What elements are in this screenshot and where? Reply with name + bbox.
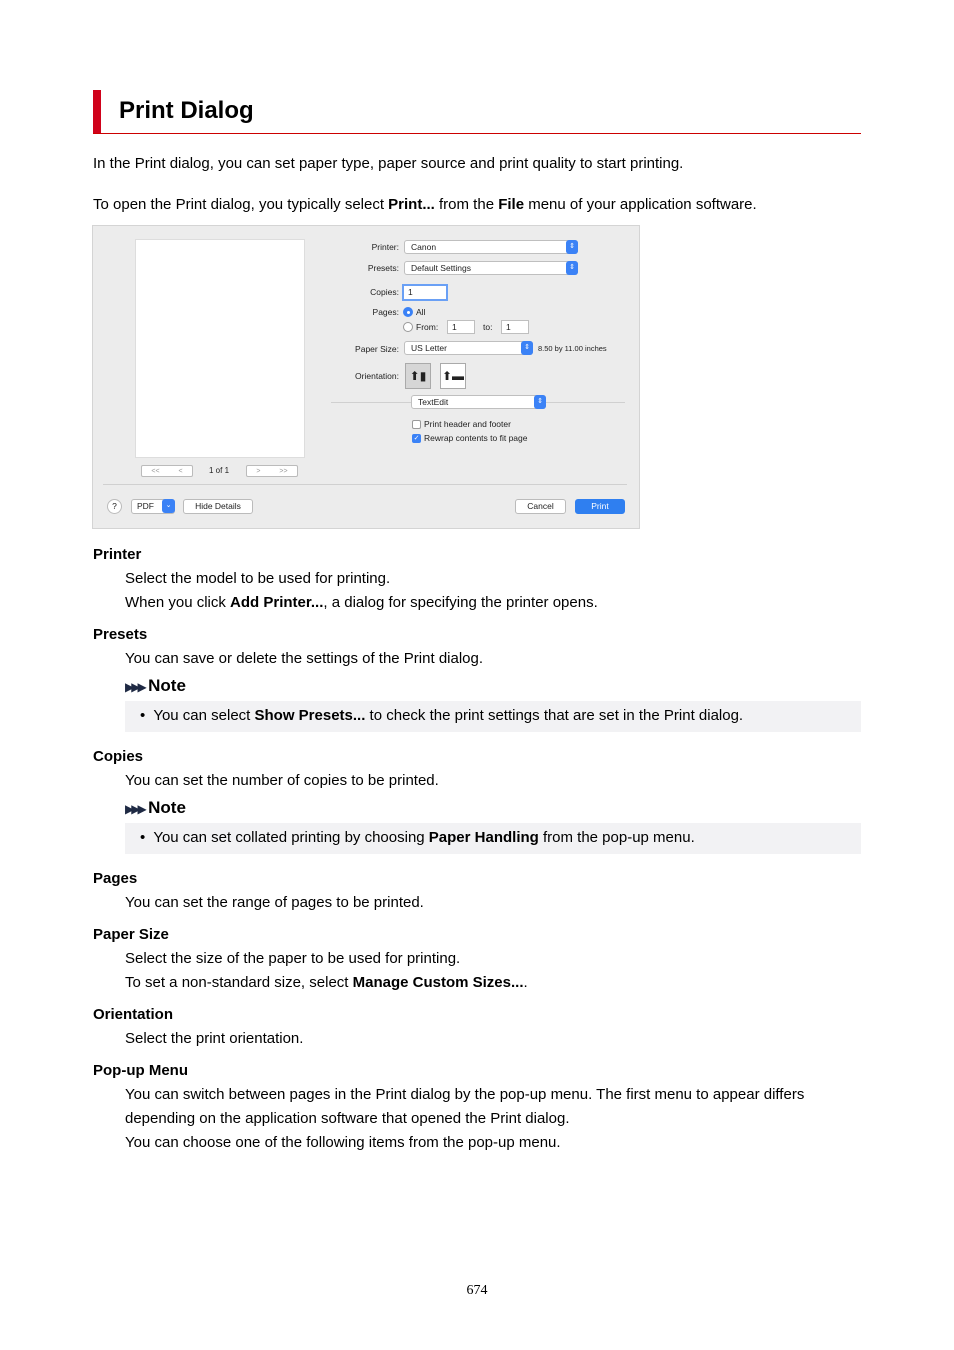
note-header: ▶▶▶ Note xyxy=(125,798,186,817)
pages-from-radio[interactable] xyxy=(403,322,413,332)
title-rule xyxy=(93,133,861,134)
landscape-icon: ⬆▬ xyxy=(441,369,465,383)
rewrap-checkbox[interactable]: ✓ xyxy=(413,435,420,442)
intro-paragraph-2: To open the Print dialog, you typically select Print... from the File menu of your application software. xyxy=(93,196,757,213)
presets-label: Presets: xyxy=(367,263,399,273)
pages-from-label: From: xyxy=(416,322,439,332)
copies-desc: You can set the number of copies to be printed. xyxy=(125,772,439,789)
preview-forward-buttons[interactable]: > >> xyxy=(246,465,298,477)
paper-dimensions: 8.50 by 11.00 inches xyxy=(538,344,607,353)
pages-to-input[interactable]: 1 xyxy=(501,320,529,334)
page-counter: 1 of 1 xyxy=(209,466,230,475)
paper-size-select[interactable]: US Letter ⇕ xyxy=(404,341,533,355)
page-number: 674 xyxy=(466,1283,488,1298)
note-header: ▶▶▶ Note xyxy=(125,676,186,695)
page-preview xyxy=(135,239,305,458)
cancel-button[interactable]: Cancel xyxy=(515,499,566,514)
printer-heading: Printer xyxy=(93,546,142,563)
copies-label: Copies: xyxy=(370,287,399,297)
chevron-updown-icon: ⇕ xyxy=(521,341,533,355)
copies-note-text: • You can set collated printing by choosing Paper Handling from the pop-up menu. xyxy=(140,829,695,846)
printer-select[interactable]: Canon ⇕ xyxy=(404,240,578,254)
print-dialog-screenshot xyxy=(92,225,640,529)
presets-desc: You can save or delete the settings of the Print dialog. xyxy=(125,650,484,667)
popup-menu-desc-2: depending on the application software that opened the Print dialog. xyxy=(125,1110,570,1127)
portrait-orientation-button[interactable] xyxy=(405,363,431,389)
copies-input[interactable]: 1 xyxy=(402,284,448,301)
paper-size-heading: Paper Size xyxy=(93,926,169,943)
pages-heading: Pages xyxy=(93,870,138,887)
orientation-label: Orientation: xyxy=(355,371,399,381)
printer-desc-1: Select the model to be used for printing. xyxy=(125,570,391,587)
help-button[interactable]: ? xyxy=(107,499,122,514)
chevron-updown-icon: ⇕ xyxy=(534,395,546,409)
orientation-heading: Orientation xyxy=(93,1006,174,1023)
pages-from-input[interactable]: 1 xyxy=(447,320,475,334)
printer-label: Printer: xyxy=(371,242,399,252)
pages-desc: You can set the range of pages to be printed. xyxy=(125,894,424,911)
paper-size-desc-1: Select the size of the paper to be used for printing. xyxy=(125,950,461,967)
printer-desc-2: When you click Add Printer..., a dialog for specifying the printer opens. xyxy=(125,594,598,611)
hide-details-button[interactable]: Hide Details xyxy=(183,499,253,514)
intro-paragraph-1: In the Print dialog, you can set paper type, paper source and print quality to start printing. xyxy=(93,155,684,172)
pages-all-label: All xyxy=(416,307,426,317)
pages-all-radio[interactable] xyxy=(403,307,413,317)
presets-select[interactable]: Default Settings ⇕ xyxy=(404,261,578,275)
landscape-orientation-button[interactable] xyxy=(440,363,466,389)
note-arrows-icon: ▶▶▶ xyxy=(125,802,144,816)
popup-menu-desc-1: You can switch between pages in the Print dialog by the pop-up menu. The first menu to appear differs xyxy=(125,1086,805,1103)
title-accent-bar xyxy=(93,90,101,133)
header-footer-checkbox[interactable] xyxy=(412,420,421,429)
header-footer-label: Print header and footer xyxy=(424,419,511,429)
presets-heading: Presets xyxy=(93,626,148,643)
presets-note-text: • You can select Show Presets... to check the print settings that are set in the Print dialog. xyxy=(140,707,744,724)
portrait-icon: ⬆▮ xyxy=(409,369,427,383)
copies-heading: Copies xyxy=(93,748,144,765)
rewrap-label: Rewrap contents to fit page xyxy=(424,433,528,443)
paper-size-label: Paper Size: xyxy=(355,344,399,354)
popup-menu-desc-3: You can choose one of the following items from the pop-up menu. xyxy=(125,1134,561,1151)
note-arrows-icon: ▶▶▶ xyxy=(125,680,144,694)
chevron-updown-icon: ⇕ xyxy=(566,240,578,254)
popup-menu-heading: Pop-up Menu xyxy=(93,1062,188,1079)
app-popup-menu[interactable]: TextEdit ⇕ xyxy=(411,395,546,409)
chevron-down-icon: ⌄ xyxy=(162,499,175,513)
paper-size-desc-2: To set a non-standard size, select Manage Custom Sizes.... xyxy=(125,974,528,991)
pdf-menu-button[interactable]: PDF ⌄ xyxy=(131,499,175,514)
page-title: Print Dialog xyxy=(119,97,254,124)
pages-to-label: to: xyxy=(483,322,493,332)
orientation-desc: Select the print orientation. xyxy=(125,1030,304,1047)
preview-back-buttons[interactable]: << < xyxy=(141,465,193,477)
pages-label: Pages: xyxy=(372,307,399,317)
chevron-updown-icon: ⇕ xyxy=(566,261,578,275)
footer-divider xyxy=(103,484,627,485)
print-button[interactable]: Print xyxy=(575,499,625,514)
